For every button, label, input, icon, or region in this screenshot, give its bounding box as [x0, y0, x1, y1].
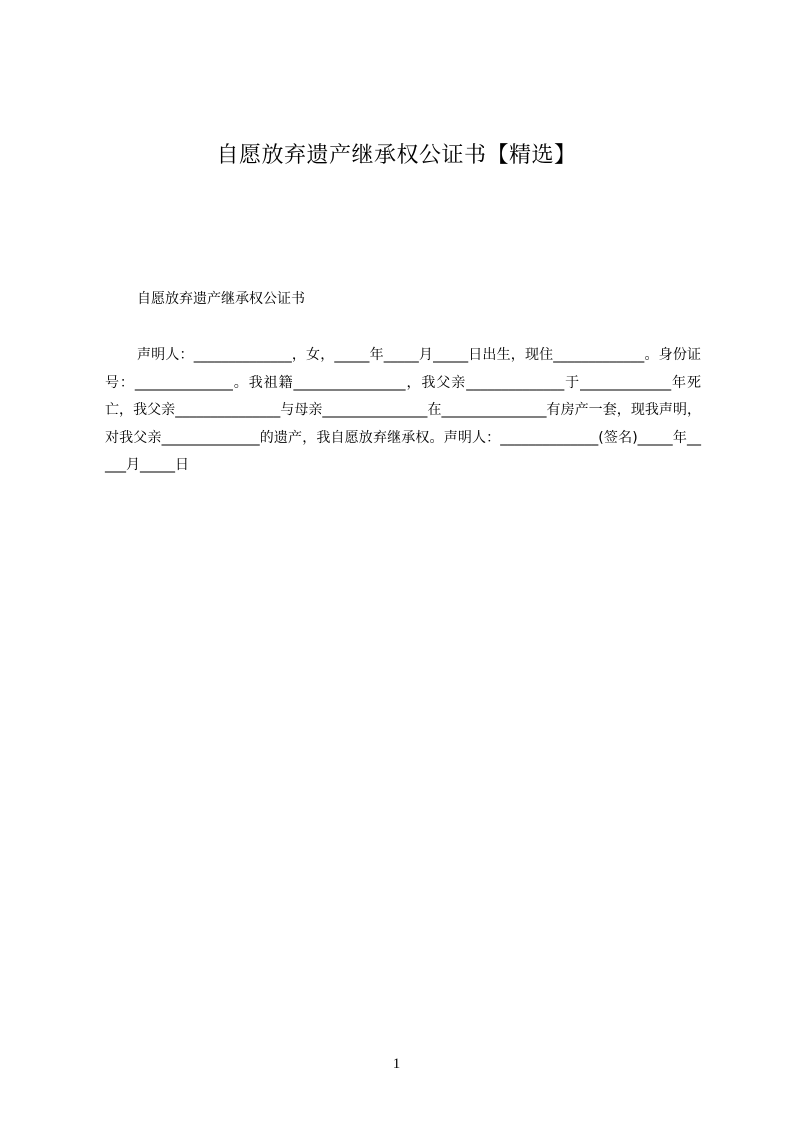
- document-subtitle: 自愿放弃遗产继承权公证书: [137, 291, 305, 307]
- document-title: 自愿放弃遗产继承权公证书【精选】: [216, 143, 577, 168]
- declaration-body: 声明人：______________，女，_____年_____月_____日出生，现住_____________。身份证号：______________。我祖籍________________，我父亲______________于_____________年死亡，我父亲_______________与母亲_______________在_______________有房产一套，现我声明，对我父亲______________的遗产，我自愿放弃继承权。声明人：______________(签名)_____年_____月_____日: [105, 347, 701, 473]
- page-number: 1: [392, 1056, 401, 1072]
